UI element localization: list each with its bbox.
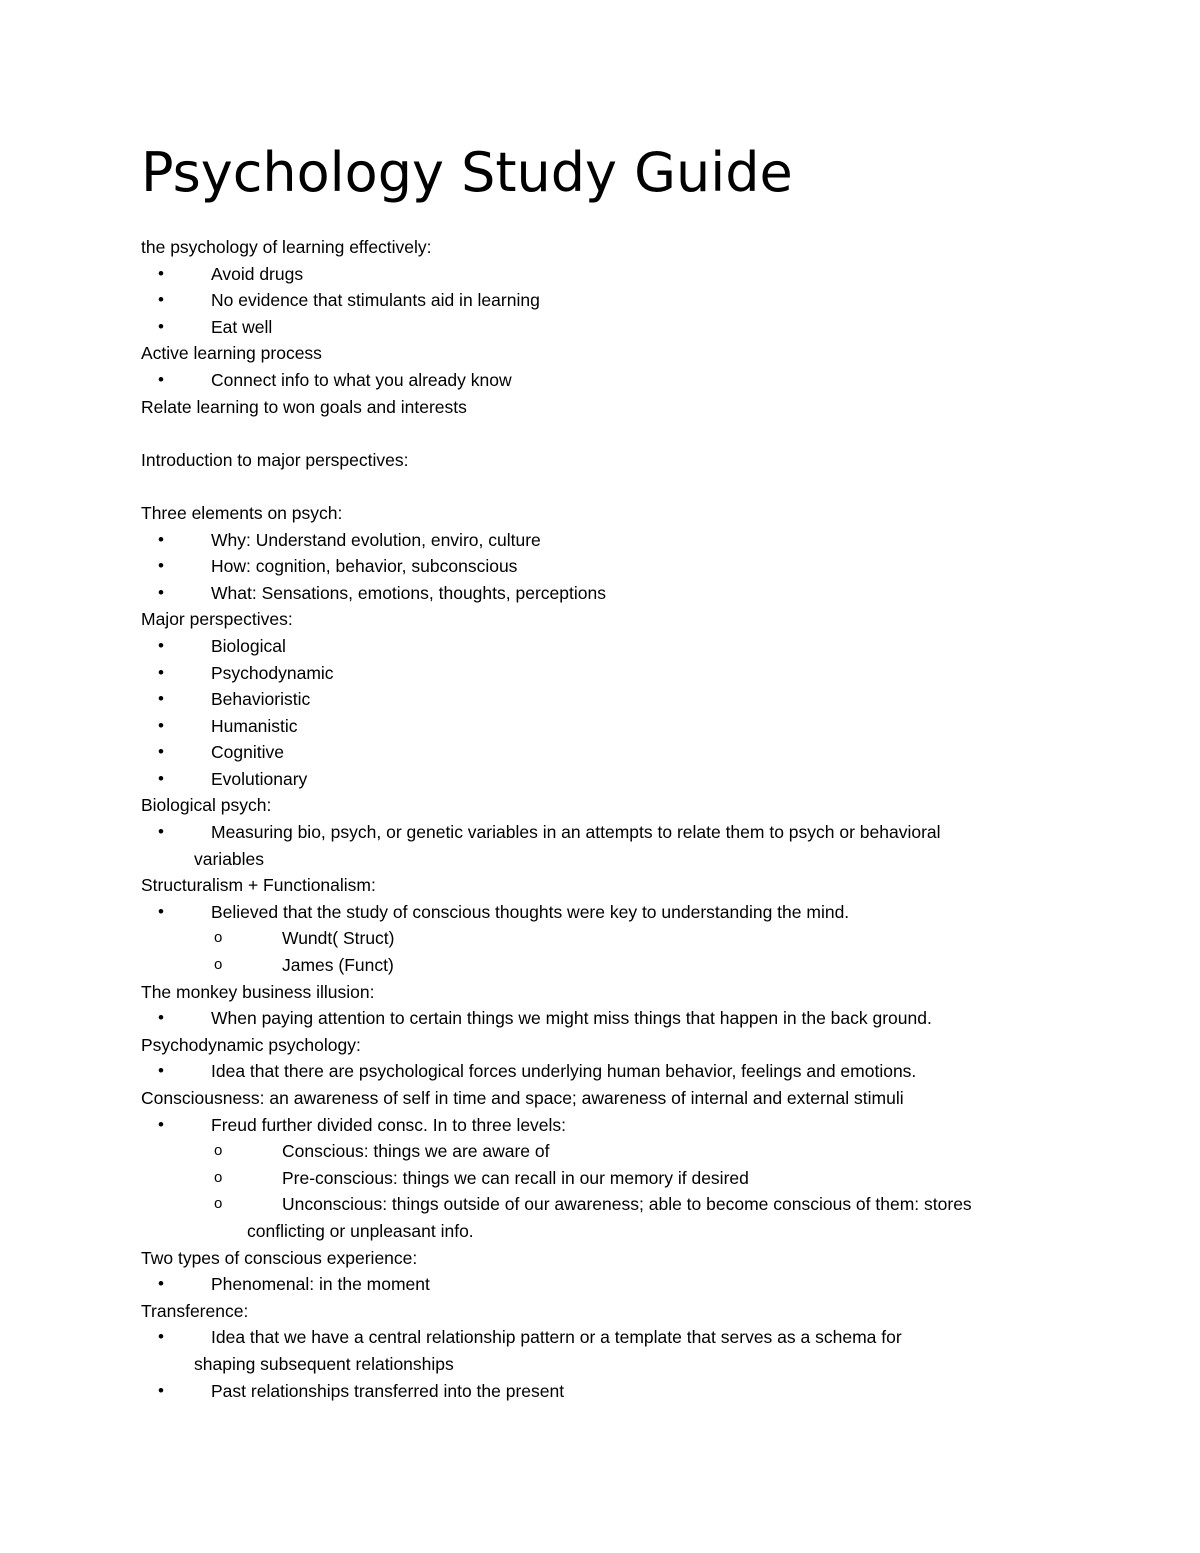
heading-major-perspectives: Major perspectives: [141,609,293,630]
bullet-text: Evolutionary [211,768,308,789]
bullet-icon: • [158,768,164,788]
bullet-item [141,1271,1081,1298]
bullet-item [141,713,1081,740]
text-line: Relate learning to won goals and interests [141,396,467,417]
bullet-icon: • [158,263,164,283]
document-body [141,234,1081,1404]
bullet-item [141,1324,1081,1351]
heading-consciousness: Consciousness: an awareness of self in time and space; awareness of internal and external stimuli [141,1088,904,1108]
bullet-text: Psychodynamic [211,662,334,683]
heading-three-elements: Three elements on psych: [141,502,343,523]
sub-bullet-text: Wundt( Struct) [282,928,395,949]
bullet-icon: • [158,715,164,735]
bullet-item [141,1378,1081,1405]
circle-bullet-icon: o [214,1168,223,1186]
bullet-icon: • [158,529,164,549]
bullet-item [141,899,1081,926]
bullet-icon: • [158,1380,164,1400]
bullet-icon: • [158,662,164,682]
blank-line [141,420,1081,447]
bullet-icon: • [158,1327,164,1347]
sub-bullet-text: Conscious: things we are aware of [282,1141,550,1162]
bullet-icon: • [158,316,164,336]
bullet-item [141,1058,1081,1085]
heading-learning-effectively: the psychology of learning effectively: [141,237,432,257]
bullet-item [141,367,1081,394]
sub-bullet-text: James (Funct) [282,955,394,976]
bullet-icon: • [158,556,164,576]
bullet-item [141,819,1081,846]
bullet-text: Avoid drugs [211,263,304,284]
bullet-text: Idea that we have a central relationship pattern or a template that serves as a schema for [211,1327,902,1348]
bullet-text: Humanistic [211,715,298,736]
bullet-icon: • [158,635,164,655]
heading-introduction: Introduction to major perspectives: [141,449,409,470]
bullet-text: Believed that the study of conscious thoughts were key to understanding the mind. [211,901,850,922]
bullet-item [141,686,1081,713]
bullet-text: Behavioristic [211,689,311,710]
bullet-item [141,553,1081,580]
bullet-continuation: variables [194,848,265,869]
sub-bullet-item [141,952,1081,979]
bullet-text: Idea that there are psychological forces underlying human behavior, feelings and emotions. [211,1061,917,1082]
circle-bullet-icon: o [214,929,223,947]
bullet-item [141,527,1081,554]
sub-bullet-text: Pre-conscious: things we can recall in our memory if desired [282,1167,749,1188]
bullet-icon: • [158,290,164,310]
bullet-text: No evidence that stimulants aid in learning [211,290,540,311]
heading-monkey-business: The monkey business illusion: [141,981,375,1002]
bullet-icon: • [158,369,164,389]
bullet-item [141,633,1081,660]
sub-bullet-continuation: conflicting or unpleasant info. [247,1220,474,1241]
bullet-item [141,580,1081,607]
bullet-icon: • [158,1061,164,1081]
bullet-text: Freud further divided consc. In to three levels: [211,1114,567,1135]
bullet-text: What: Sensations, emotions, thoughts, perceptions [211,582,606,603]
bullet-icon: • [158,689,164,709]
bullet-text: Past relationships transferred into the present [211,1380,565,1401]
bullet-continuation: shaping subsequent relationships [194,1353,454,1374]
bullet-text: How: cognition, behavior, subconscious [211,556,518,577]
sub-bullet-item [141,925,1081,952]
bullet-text: Why: Understand evolution, enviro, culture [211,529,541,550]
bullet-icon: • [158,742,164,762]
bullet-icon: • [158,1008,164,1028]
bullet-item [141,660,1081,687]
bullet-text: Cognitive [211,742,284,763]
sub-bullet-item [141,1191,1081,1218]
bullet-item [141,287,1081,314]
bullet-icon: • [158,1274,164,1294]
bullet-item [141,739,1081,766]
bullet-text: Phenomenal: in the moment [211,1274,430,1295]
circle-bullet-icon: o [214,956,223,974]
bullet-text: Biological [211,635,286,656]
sub-bullet-item [141,1138,1081,1165]
sub-bullet-item [141,1165,1081,1192]
heading-structuralism: Structuralism + Functionalism: [141,875,376,896]
circle-bullet-icon: o [214,1195,223,1213]
bullet-text: Eat well [211,316,273,337]
bullet-text: Measuring bio, psych, or genetic variables in an attempts to relate them to psych or behavioral [211,822,941,843]
heading-psychodynamic: Psychodynamic psychology: [141,1034,361,1055]
bullet-icon: • [158,582,164,602]
bullet-item [141,766,1081,793]
bullet-icon: • [158,901,164,921]
bullet-item [141,261,1081,288]
bullet-text: Connect info to what you already know [211,369,512,390]
heading-biological-psych: Biological psych: [141,795,272,816]
heading-transference: Transference: [141,1300,249,1321]
bullet-icon: • [158,822,164,842]
bullet-text: When paying attention to certain things we might miss things that happen in the back ground. [211,1008,932,1029]
bullet-icon: • [158,1114,164,1134]
heading-conscious-experience: Two types of conscious experience: [141,1247,418,1268]
sub-bullet-text: Unconscious: things outside of our awareness; able to become conscious of them: stores [282,1194,972,1215]
bullet-item [141,1112,1081,1139]
blank-line [141,473,1081,500]
document-title: Psychology Study Guide [141,141,793,204]
circle-bullet-icon: o [214,1142,223,1160]
bullet-item [141,314,1081,341]
bullet-item [141,1005,1081,1032]
heading-active-learning: Active learning process [141,343,322,364]
